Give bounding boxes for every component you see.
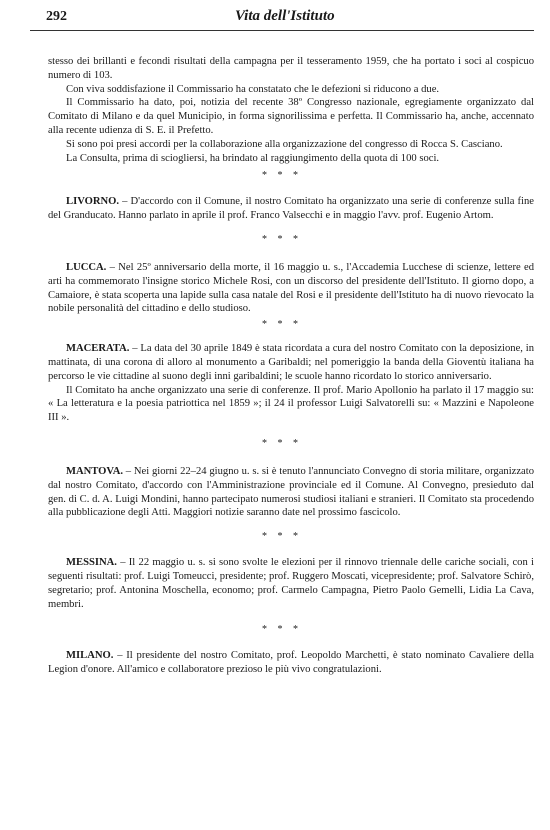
city-heading: MESSINA.	[66, 557, 117, 569]
section-paragraph	[30, 556, 534, 611]
city-heading: LIVORNO.	[66, 196, 120, 208]
section-paragraph	[30, 261, 534, 316]
section-text: – La data del 30 aprile 1849 è stata ricordata a cura del nostro Comitato con la deposizione, in mattinata, di una corona di alloro al monumento a Garibaldi; nel pomeriggio la banda della Gioventù italiana ha percorso le vie cittadine al suono degli inni garibaldini; le scuole hanno ricordato lo storico anniversario.	[48, 343, 534, 382]
running-title: Vita dell'Istituto	[235, 8, 335, 24]
intro-paragraph-2: Con viva soddisfazione il Commissario ha constatato che le defezioni si riducono a due.	[66, 83, 440, 95]
section-separator: * * *	[262, 437, 302, 449]
section-separator: * * *	[262, 531, 302, 543]
intro-paragraph-4: Si sono poi presi accordi per la collaborazione alla organizzazione del congresso di Rocca S. Casciano.	[66, 138, 503, 150]
section-text: – Nel 25º anniversario della morte, il 16 maggio u. s., l'Accademia Lucchese di scienze, lettere ed arti ha commemorato l'insigne storico Michele Rosi, con un discorso del presidente dell'Istituto. Il giorno dopo, a Camaiore, è stata scoperta una lapide sulla casa natale del Rosi e il presidente dell'Istituto ha di nuovo rievocato la nobile personalità del cittadino e dello studioso.	[48, 261, 534, 315]
city-heading: LUCCA.	[66, 261, 107, 273]
section-lucca	[30, 261, 534, 316]
intro-paragraph-5: La Consulta, prima di sciogliersi, ha brindato al raggiungimento della quota di 100 soci.	[66, 152, 440, 164]
city-heading: MACERATA.	[66, 343, 130, 355]
section-paragraph	[30, 465, 534, 520]
page	[30, 6, 534, 677]
section-separator: * * *	[262, 319, 302, 331]
section-paragraph	[30, 195, 534, 223]
section-livorno	[30, 195, 534, 223]
section-separator: * * *	[262, 233, 302, 245]
section-text: – Il 22 maggio u. s. si sono svolte le elezioni per il rinnovo triennale delle cariche sociali, con i seguenti risultati: prof. Luigi Tomeucci, presidente; prof. Ruggero Moscati, vicepresidente; prof. Salvatore Schirò, segretario; prof. Antonina Moschella, economo; prof. Carmelo Campagna, Pietro Paolo Gemelli, Lidia La Cava, membri.	[48, 557, 534, 610]
section-extra-paragraph: Il Comitato ha anche organizzato una serie di conferenze. Il prof. Mario Apollonio ha parlato il 17 maggio su: « La letteratura e la poesia patriottica nel 1859 »; il 24 il professor Luigi Salvatorelli su: « Mazzini e Napoleone III ».	[48, 384, 534, 424]
section-text: – D'accordo con il Comune, il nostro Comitato ha organizzato una serie di conferenze sulla fine del Granducato. Hanno parlato in aprile il prof. Franco Valsecchi e in maggio l'avv. prof. Eugenio Artom.	[48, 196, 534, 222]
section-macerata	[30, 342, 534, 425]
intro-block	[30, 55, 534, 165]
page-header	[30, 6, 534, 31]
section-separator: * * *	[262, 624, 302, 636]
intro-paragraph-3: Il Commissario ha dato, poi, notizia del recente 38º Congresso nazionale, egregiamente organizzato dal Comitato di Milano e da quel Municipio, in forma signorilissima e perfetta. Il Commissario ha, anche, accennato alla recente udienza di S. E. il Prefetto.	[48, 97, 534, 136]
city-heading: MANTOVA.	[66, 465, 123, 477]
section-messina	[30, 556, 534, 611]
section-separator: * * *	[262, 170, 302, 182]
section-text: – Nei giorni 22–24 giugno u. s. si è tenuto l'annunciato Convegno di storia militare, organizzato dal nostro Comitato, d'accordo con l'Amministrazione provinciale ed il Comune. Al Convegno, presieduto dal gen. di C. d. A. Luigi Mondini, hanno partecipato numerosi studiosi italiani e stranieri. Il Comitato sta procedendo alla pubblicazione degli Atti. Maggiori notizie saranno date nel prossimo fascicolo.	[48, 465, 534, 519]
intro-paragraph-1: stesso dei brillanti e fecondi risultati della campagna per il tesseramento 1959, che ha portato i soci al cospicuo numero di 103.	[48, 56, 534, 81]
section-paragraph	[30, 649, 534, 677]
section-text: – Il presidente del nostro Comitato, prof. Leopoldo Marchetti, è stato nominato Cavaliere della Legion d'onore. All'amico e collaboratore prezioso le più vivo congratulazioni.	[48, 650, 534, 676]
page-number: 292	[46, 9, 67, 24]
city-heading: MILANO.	[66, 650, 114, 662]
section-milano	[30, 649, 534, 677]
section-paragraph	[30, 342, 534, 383]
section-mantova	[30, 465, 534, 520]
